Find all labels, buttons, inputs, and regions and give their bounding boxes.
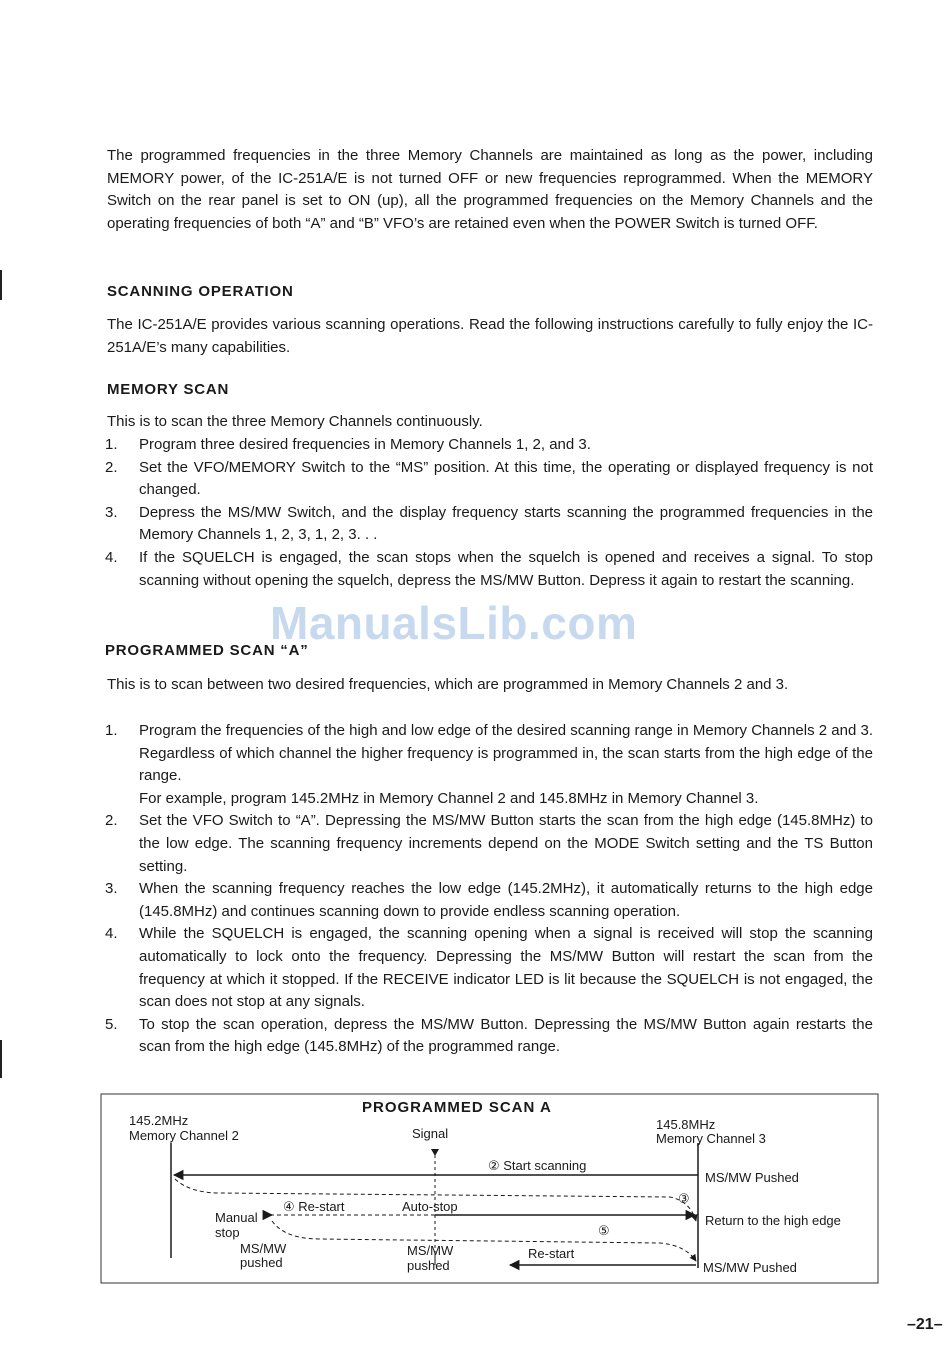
step-text: Set the VFO Switch to “A”. Depressing the MS/MW Button starts the scan from the high edge (145.8MHz) to the low edge. The scanning frequency increments depend on the MODE Switch setting and the TS Button setting. bbox=[139, 812, 873, 875]
list-item bbox=[105, 434, 873, 457]
circle-5-label: ⑤ bbox=[598, 1223, 610, 1238]
step-text: Depress the MS/MW Switch, and the display frequency starts scanning the programmed frequencies in the Memory Channels 1, 2, 3, 1, 2, 3. . . bbox=[139, 503, 873, 544]
programmed-scan-intro: This is to scan between two desired frequencies, which are programmed in Memory Channels 2 and 3. bbox=[107, 676, 789, 693]
low-channel-label: Memory Channel 2 bbox=[129, 1128, 239, 1143]
memory-scan-heading: MEMORY SCAN bbox=[107, 381, 230, 398]
ms-mw-pushed-bottom-label: MS/MW Pushed bbox=[703, 1260, 797, 1275]
list-item bbox=[105, 1014, 873, 1059]
pushed-1-label: pushed bbox=[240, 1255, 283, 1270]
return-high-edge-label: Return to the high edge bbox=[705, 1213, 841, 1228]
ms-mw-2-label: MS/MW bbox=[407, 1243, 454, 1258]
step-text: While the SQUELCH is engaged, the scanning opening when a signal is received will stop the scanning automatically to lock onto the frequency. Depressing the MS/MW Button will restart the scan from the frequency at which it stopped. If the RECEIVE indicator LED is lit because the SQUELCH is not engaged, the scan does not stop at any signals. bbox=[139, 925, 873, 1011]
programmed-scan-diagram bbox=[100, 1093, 880, 1285]
scanning-operation-heading: SCANNING OPERATION bbox=[107, 283, 294, 300]
list-item bbox=[105, 810, 873, 878]
step-text: Program the frequencies of the high and low edge of the desired scanning range in Memory Channels 2 and 3. Regardless of which channel the higher frequency is programmed in, the scan starts from the high edge of the range. bbox=[139, 722, 873, 785]
diagram-lines bbox=[100, 1093, 880, 1285]
manual-label: Manual bbox=[215, 1210, 258, 1225]
signal-arrow bbox=[431, 1149, 439, 1156]
return-path-5 bbox=[272, 1221, 696, 1261]
step-number: 1. bbox=[105, 722, 118, 739]
step-number: 2. bbox=[105, 458, 118, 476]
intro-paragraph: The programmed frequencies in the three Memory Channels are maintained as long as the power, including MEMORY power, of the IC-251A/E is not turned OFF or new frequencies reprogrammed. When the MEMORY Switch on the rear panel is set to ON (up), all the programmed frequencies on the Memory Channels and the operating frequencies of both “A” and “B” VFO’s are retained even when the POWER Switch is turned OFF. bbox=[107, 147, 873, 232]
list-item bbox=[105, 923, 873, 1013]
step-text: To stop the scan operation, depress the MS/MW Button. Depressing the MS/MW Button again restarts the scan from the high edge (145.8MHz) of the programmed range. bbox=[139, 1015, 873, 1056]
restart-4-label: ④ Re-start bbox=[283, 1199, 345, 1214]
step-text: If the SQUELCH is engaged, the scan stops when the squelch is opened and receives a signal. To stop scanning without opening the squelch, depress the MS/MW Button. Depress it again to restart the scanning. bbox=[139, 548, 873, 589]
restart-label: Re-start bbox=[528, 1246, 575, 1261]
memory-scan-intro: This is to scan the three Memory Channels continuously. bbox=[107, 413, 483, 430]
list-item bbox=[105, 502, 873, 547]
memory-scan-steps bbox=[105, 434, 873, 592]
page-number: –21– bbox=[907, 1316, 943, 1333]
step-example: For example, program 145.2MHz in Memory Channel 2 and 145.8MHz in Memory Channel 3. bbox=[139, 789, 759, 807]
list-item bbox=[105, 457, 873, 502]
scanning-operation-text: The IC-251A/E provides various scanning operations. Read the following instructions carefully to fully enjoy the IC-251A/E’s many capabilities. bbox=[107, 316, 873, 356]
margin-mark bbox=[0, 270, 2, 300]
step-text: Program three desired frequencies in Memory Channels 1, 2, and 3. bbox=[139, 436, 591, 453]
auto-stop-label: Auto-stop bbox=[402, 1199, 458, 1214]
step-number: 5. bbox=[105, 1015, 118, 1033]
step-number: 2. bbox=[105, 812, 118, 830]
step-number: 4. bbox=[105, 925, 118, 943]
list-item bbox=[105, 720, 873, 810]
margin-mark bbox=[0, 1040, 2, 1078]
step-number: 4. bbox=[105, 548, 118, 566]
high-freq-label: 145.8MHz bbox=[656, 1117, 716, 1132]
ms-mw-pushed-top-label: MS/MW Pushed bbox=[705, 1170, 799, 1185]
diagram-title: PROGRAMMED SCAN A bbox=[362, 1099, 552, 1116]
circle-3-label: ③ bbox=[678, 1191, 690, 1206]
list-item bbox=[105, 878, 873, 923]
signal-label: Signal bbox=[412, 1126, 449, 1141]
programmed-scan-steps bbox=[105, 720, 873, 1059]
watermark: ManualsLib.com bbox=[270, 597, 638, 649]
step-number: 3. bbox=[105, 503, 118, 521]
start-scanning-label: ② Start scanning bbox=[488, 1158, 587, 1173]
low-freq-label: 145.2MHz bbox=[129, 1113, 189, 1128]
stop-label: stop bbox=[215, 1225, 240, 1240]
ms-mw-1-label: MS/MW bbox=[240, 1241, 287, 1256]
high-channel-label: Memory Channel 3 bbox=[656, 1131, 766, 1146]
programmed-scan-heading: PROGRAMMED SCAN “A” bbox=[105, 642, 309, 659]
step-text: When the scanning frequency reaches the low edge (145.2MHz), it automatically returns to the high edge (145.8MHz) and continues scanning down to provide endless scanning operation. bbox=[139, 880, 873, 920]
list-item bbox=[105, 547, 873, 592]
step-number: 3. bbox=[105, 880, 118, 898]
step-number: 1. bbox=[105, 436, 118, 453]
diagram-frame bbox=[101, 1094, 878, 1283]
pushed-2-label: pushed bbox=[407, 1258, 450, 1273]
step-text: Set the VFO/MEMORY Switch to the “MS” position. At this time, the operating or displayed frequency is not changed. bbox=[139, 458, 873, 499]
